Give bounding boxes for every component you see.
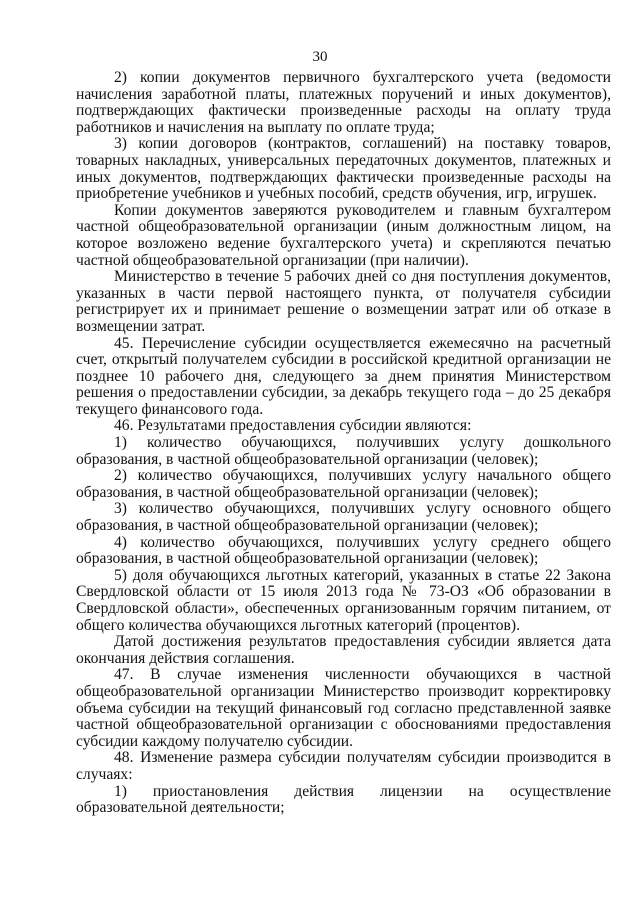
paragraph-46: 46. Результатами предоставления субсидии являются: bbox=[114, 417, 472, 435]
document-body bbox=[76, 70, 611, 817]
paragraph-46-item-1: 1) количество обучающихся, получивших услугу дошкольного образования, в частной общеобразовательной организации (человек); bbox=[76, 434, 611, 468]
paragraph-45: 45. Перечисление субсидии осуществляется ежемесячно на расчетный счет, открытый получателем субсидии в российской кредитной организации не позднее 10 рабочего дня, следующего за днем принятия Министерством решения о предоставлении субсидии, за декабрь текущего года – до 25 декабря текущего финансового года. bbox=[76, 334, 611, 418]
paragraph-46-item-3: 3) количество обучающихся, получивших услугу основного общего образования, в частной общеобразовательной организации (человек); bbox=[76, 500, 611, 535]
paragraph-46-item-2: 2) количество обучающихся, получивших услугу начального общего образования, в частной общеобразовательной организации (человек); bbox=[76, 467, 611, 501]
paragraph-46-item-5: 5) доля обучающихся льготных категорий, указанных в статье 22 Закона Свердловской области от 15 июля 2013 года № 73-ОЗ «Об образовании в Свердловской области», обеспеченных организованным горячим питанием, от общего количества обучающихся льготных категорий (процентов). bbox=[76, 566, 611, 634]
paragraph-48-item-1: 1) приостановления действия лицензии на осуществление образовательной деятельности; bbox=[76, 782, 611, 817]
paragraph-result-date: Датой достижения результатов предоставления субсидии является дата окончания действия соглашения. bbox=[76, 633, 611, 667]
paragraph-47: 47. В случае изменения численности обучающихся в частной общеобразовательной организации Министерство производит корректировку объема субсидии на текущий финансовый год согласно представленной заявке частной общеобразовательной организации с обоснованиями предоставления субсидии каждому получателю субсидии. bbox=[76, 666, 611, 750]
page-number: 30 bbox=[312, 49, 328, 65]
paragraph-48: 48. Изменение размера субсидии получателям субсидии производится в случаях: bbox=[76, 749, 611, 783]
paragraph-certification: Копии документов заверяются руководителем и главным бухгалтером частной общеобразовательной организации (иным должностным лицом, на которое возложено ведение бухгалтерского учета) и скрепляются печатью частной общеобразовательной организации (при наличии). bbox=[76, 201, 611, 269]
paragraph-2-copies-accounting: 2) копии документов первичного бухгалтерского учета (ведомости начисления заработной платы, платежных поручений и иных документов), подтверждающих фактически произведенные расходы на оплату труда работников и начисления на выплату по оплате труда; bbox=[76, 69, 611, 136]
paragraph-46-item-4: 4) количество обучающихся, получивших услугу среднего общего образования, в частной общеобразовательной организации (человек); bbox=[76, 533, 611, 568]
paragraph-ministry-decision: Министерство в течение 5 рабочих дней со дня поступления документов, указанных в части первой настоящего пункта, от получателя субсидии регистрирует их и принимает решение о возмещении затрат или об отказе в возмещении затрат. bbox=[76, 268, 611, 335]
paragraph-3-copies-contracts: 3) копии договоров (контрактов, соглашений) на поставку товаров, товарных накладных, универсальных передаточных документов, платежных и иных документов, подтверждающих фактически произведенные расходы на приобретение учебников и учебных пособий, средств обучения, игр, игрушек. bbox=[76, 135, 611, 203]
